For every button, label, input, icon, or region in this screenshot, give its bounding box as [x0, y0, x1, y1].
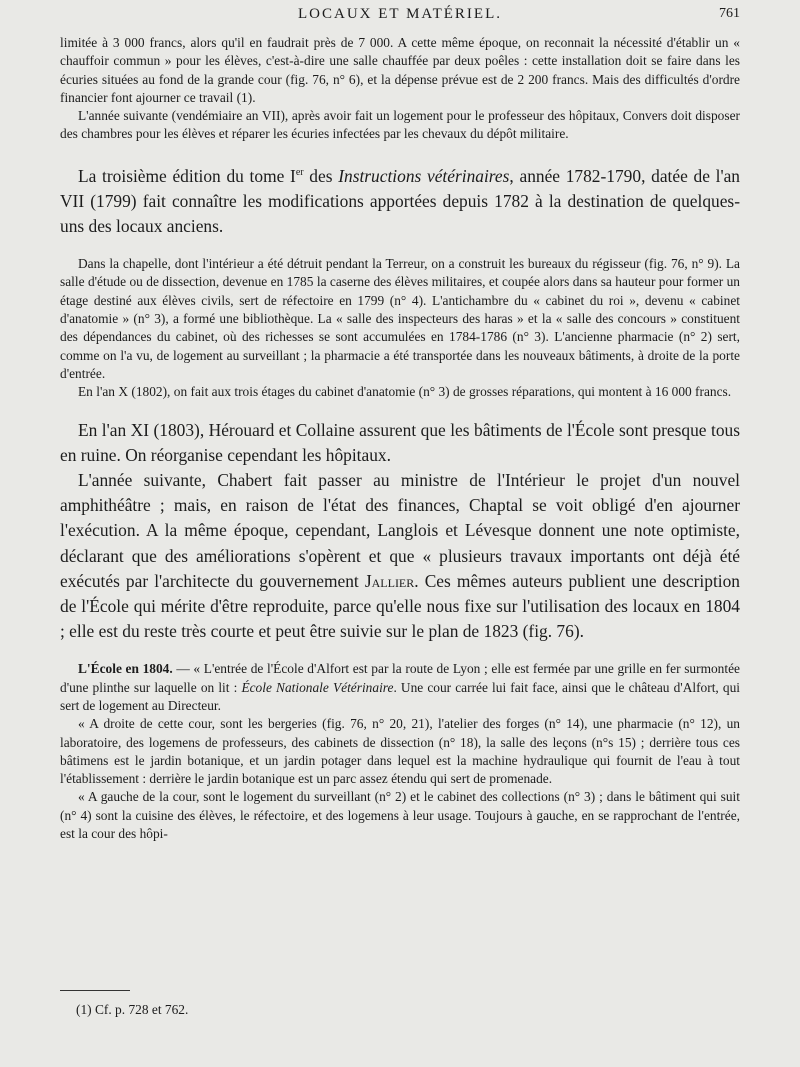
- paragraph-7-text-b: . Ces mêmes auteurs publient une description de l'École qui mérite d'être reproduite, parce qu'elle nous fixe sur l'utilisation des locaux en 1804 ; elle est du reste très courte et peut être suivie sur le plan de 1823 (fig. 76).: [60, 570, 740, 642]
- paragraph-10: « A gauche de la cour, sont le logement du surveillant (n° 2) et le cabinet des collections (n° 3) ; dans le bâtiment qui suit (n° 4) sont la cuisine des élèves, le réfectoire, et des logemens à leur usage. Toujours à gauche, en se rapprochant de l'entrée, est la cour des hôpi-: [60, 789, 740, 842]
- paragraph-3-text-a: La troisième édition du tome I: [78, 165, 296, 186]
- running-title: LOCAUX ET MATÉRIEL.: [298, 6, 502, 22]
- paragraph-2: L'année suivante (vendémiaire an VII), après avoir fait un logement pour le professeur des hôpitaux, Convers doit disposer des chambres pour les élèves et réparer les écuries infectées par les chevaux du dépôt militaire.: [60, 108, 740, 142]
- footnote-rule: [60, 990, 130, 991]
- running-header: [60, 6, 740, 30]
- paragraph-3-text-b: des: [303, 165, 339, 186]
- paragraph-7-architect-name: Jallier: [364, 570, 415, 591]
- paragraph-8-text-b: . Une cour carrée lui fait face, ainsi que le château d'Alfort, qui sert de logement au Directeur.: [60, 679, 740, 713]
- paragraph-1: limitée à 3 000 francs, alors qu'il en faudrait près de 7 000. A cette même époque, on reconnait la nécessité d'établir un « chauffoir commun » pour les élèves, c'est-à-dire une salle chauffée par deux poêles : cette installation doit se faire dans les écuries situées au fond de la grande cour (fig. 76, n° 6), et la dépense prévue est de 2 200 francs. Mais des difficultés d'ordre financier font ajourner ce travail (1).: [60, 35, 740, 105]
- paragraph-3-text-c: , année 1782-1790, datée de l'an VII (1799) fait connaître les modifications apportées depuis 1782 à la destination de quelques-uns des locaux anciens.: [60, 165, 740, 236]
- page-body: [60, 34, 740, 843]
- paragraph-3-superscript: er: [295, 166, 304, 178]
- paragraph-7: [60, 468, 740, 644]
- page-number: 761: [719, 6, 740, 21]
- paragraph-3-italic-title: Instructions vétérinaires: [338, 165, 510, 186]
- paragraph-7-text-a: L'année suivante, Chabert fait passer au ministre de l'Intérieur le projet d'un nouvel amphithéâtre ; mais, en raison de l'état des finances, Chaptal se voit obligé d'en ajourner l'exécution. A la même époque, cependant, Langlois et Lévesque donnent une note optimiste, déclarant que des améliorations s'opèrent et que « plusieurs travaux importants ont déjà été exécutés par l'architecte du gouvernement: [60, 469, 740, 591]
- section-heading-ecole-1804: L'École en 1804.: [78, 661, 173, 677]
- paragraph-4: Dans la chapelle, dont l'intérieur a été détruit pendant la Terreur, on a construit les bureaux du régisseur (fig. 76, n° 9). La salle d'étude ou de dissection, devenue en 1785 la caserne des élèves militaires, et coupée alors dans sa hauteur pour former un étage destiné aux élèves civils, sert de réfectoire en 1799 (n° 4). L'antichambre du « cabinet du roi », devenu « cabinet d'anatomie » (n° 3), a formé une bibliothèque. La « salle des inspecteurs des haras » et la « salle des concours » constituent des dépendances du cabinet, où des richesses se sont accumulées en 1784-1786 (n° 3). L'ancienne pharmacie (n° 2) sert, comme on l'a vu, de logement au surveillant ; la pharmacie a été transportée dans les nouveaux bâtiments, à droite de la porte d'entrée.: [60, 256, 740, 381]
- paragraph-8: [60, 660, 740, 715]
- paragraph-3: [60, 160, 740, 239]
- paragraph-9: « A droite de cette cour, sont les bergeries (fig. 76, n° 20, 21), l'atelier des forges (n° 14), une pharmacie (n° 12), un laboratoire, des logemens de professeurs, des cabinets de dissection (n° 18), la salle des leçons (n°s 15) ; derrière tous ces bâtimens est le jardin botanique, et un jardin potager dans lequel est la machine hydraulique qui fournit de l'eau à tout l'établissement : derrière le jardin botanique est un parc assez étendu qui sert de promenade.: [60, 716, 740, 787]
- paragraph-8-italic-inscription: École Nationale Vétérinaire: [241, 679, 394, 695]
- paragraph-6: En l'an XI (1803), Hérouard et Collaine assurent que les bâtiments de l'École sont presque tous en ruine. On réorganise cependant les hôpitaux.: [60, 419, 740, 465]
- paragraph-8-text-a: — « L'entrée de l'École d'Alfort est par la route de Lyon ; elle est fermée par une grille en fer surmontée d'une plinthe sur laquelle on lit :: [60, 661, 740, 695]
- footnote: (1) Cf. p. 728 et 762.: [76, 1002, 189, 1017]
- paragraph-5: En l'an X (1802), on fait aux trois étages du cabinet d'anatomie (n° 3) de grosses réparations, qui montent à 16 000 francs.: [78, 384, 732, 400]
